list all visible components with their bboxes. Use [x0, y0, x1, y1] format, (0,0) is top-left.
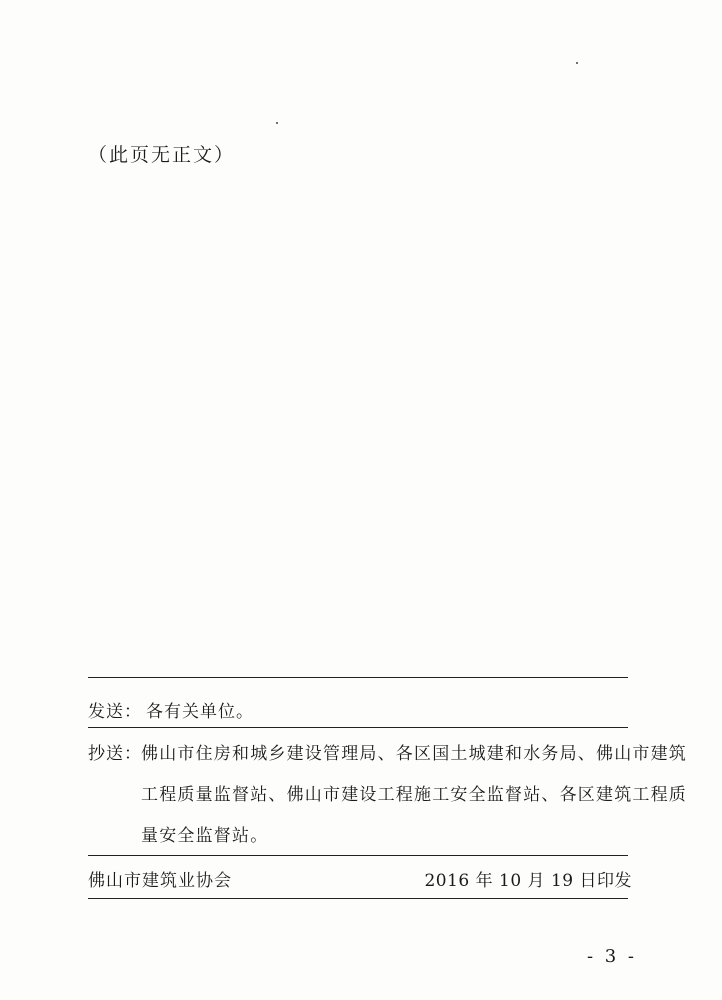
- divider-line: [88, 727, 628, 728]
- cc-line: 工程质量监督站、佛山市建设工程施工安全监督站、各区建筑工程质: [141, 785, 687, 805]
- cc-line: 量安全监督站。: [141, 826, 269, 846]
- scan-speck: [276, 122, 278, 124]
- send-label: 发送：: [88, 702, 142, 722]
- send-value: 各有关单位。: [146, 702, 254, 722]
- page-number: - 3 -: [586, 946, 637, 967]
- issue-date: 2016 年 10 月 19 日印发: [424, 871, 632, 891]
- scan-speck: [576, 62, 578, 64]
- divider-line: [88, 677, 628, 678]
- no-body-note: （此页无正文）: [88, 144, 236, 166]
- cc-line: 佛山市住房和城乡建设管理局、各区国土城建和水务局、佛山市建筑: [141, 744, 687, 764]
- issuer-name: 佛山市建筑业协会: [88, 871, 232, 891]
- send-row: [88, 697, 254, 722]
- cc-label: 抄送：: [88, 744, 142, 764]
- divider-line: [88, 855, 628, 856]
- divider-line: [88, 898, 628, 899]
